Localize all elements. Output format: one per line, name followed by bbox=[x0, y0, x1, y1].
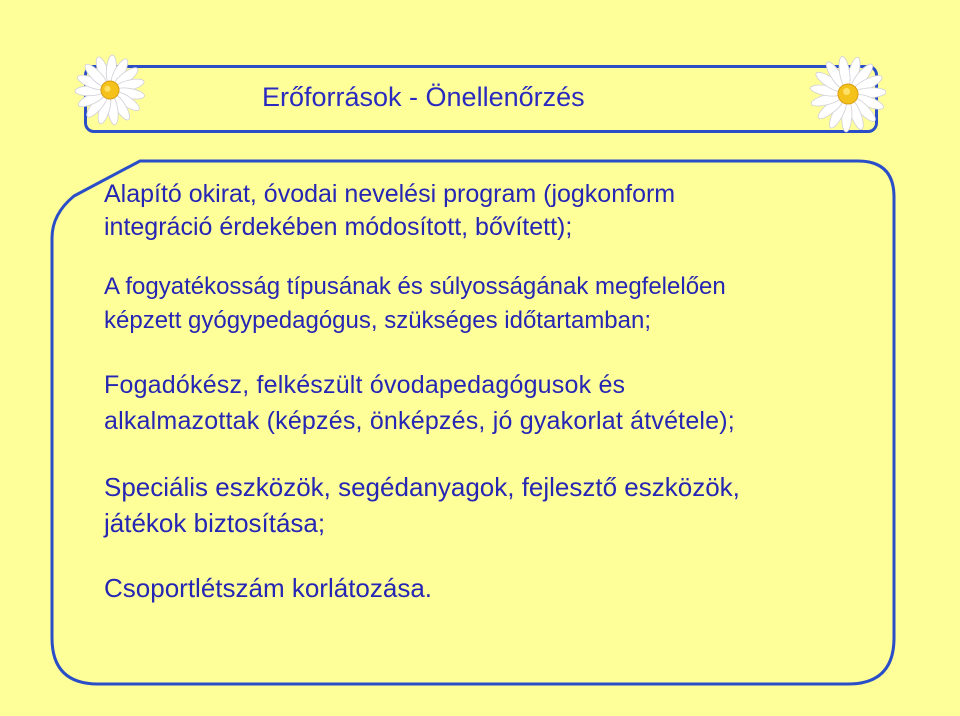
content-list bbox=[104, 178, 894, 605]
paragraph-prepared-staff: Fogadókész, felkészült óvodapedagógusok és alkalmazottak (képzés, önképzés, jó gyakorlat átvétele); bbox=[104, 371, 735, 435]
paragraph-founding-document: Alapító okirat, óvodai nevelési program (jogkonform integráció érdekében módosított, bővített); bbox=[104, 180, 676, 241]
paragraph-group-size: Csoportlétszám korlátozása. bbox=[104, 573, 433, 603]
slide-title: Erőforrások - Önellenőrzés bbox=[262, 82, 585, 112]
paragraph-special-educator: A fogyatékosság típusának és súlyosságának megfelelően képzett gyógypedagógus, szükséges időtartamban; bbox=[104, 273, 726, 334]
paragraph-special-tools: Speciális eszközök, segédanyagok, fejlesztő eszközök, játékok biztosítása; bbox=[104, 472, 740, 538]
